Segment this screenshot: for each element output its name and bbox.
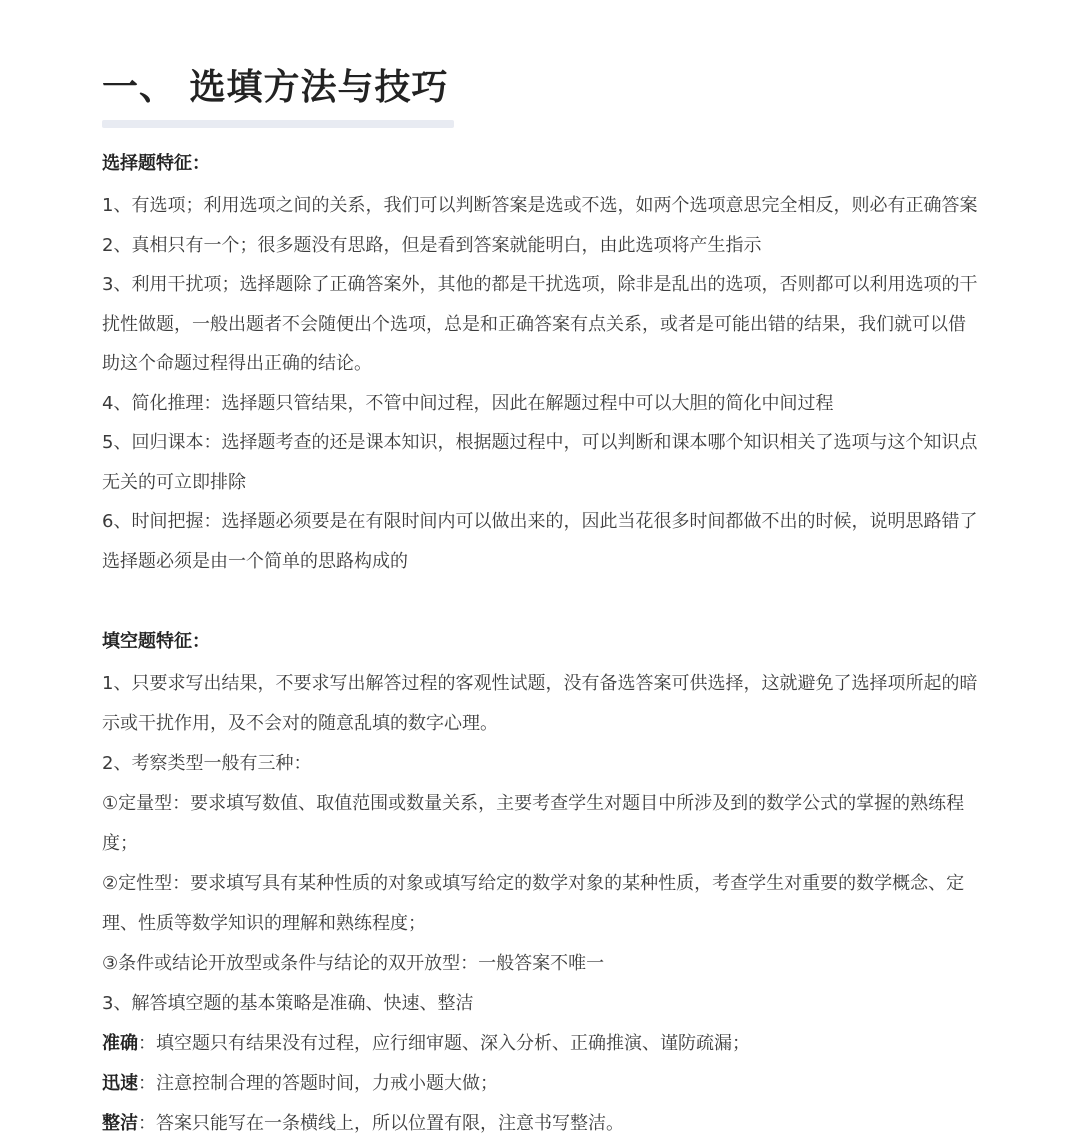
strategy-neatness-text: ：答案只能写在一条横线上，所以位置有限，注意书写整洁。 — [138, 1113, 624, 1134]
choice-section-heading: 选择题特征： — [102, 153, 210, 174]
fill-item-quantitative: ①定量型：要求填写数值、取值范围或数量关系，主要考查学生对题目中所涉及到的数学公式的掌握的熟练程度； — [102, 793, 965, 854]
choice-question-section — [102, 150, 982, 581]
page-title: 一、 选填方法与技巧 — [102, 67, 449, 108]
strategy-speed-text: ：注意控制合理的答题时间，力戒小题大做； — [138, 1073, 498, 1094]
choice-item-6: 6、时间把握：选择题必须要是在有限时间内可以做出来的，因此当花很多时间都做不出的时候，说明思路错了选择题必须是由一个简单的思路构成的 — [102, 511, 978, 572]
choice-item-3: 3、利用干扰项；选择题除了正确答案外，其他的都是干扰选项，除非是乱出的选项，否则都可以利用选项的干扰性做题，一般出题者不会随便出个选项，总是和正确答案有点关系，或者是可能出错的结果，我们就可以借助这个命题过程得出正确的结论。 — [102, 274, 978, 374]
strategy-speed — [102, 1064, 982, 1104]
choice-item-2: 2、真相只有一个；很多题没有思路，但是看到答案就能明白，由此选项将产生指示 — [102, 234, 762, 256]
fill-blank-section — [102, 628, 982, 1144]
choice-item-4: 4、简化推理：选择题只管结果，不管中间过程，因此在解题过程中可以大胆的简化中间过程 — [102, 392, 834, 414]
strategy-neatness — [102, 1104, 982, 1144]
fill-section-heading: 填空题特征： — [102, 631, 210, 652]
choice-item-1: 1、有选项；利用选项之间的关系，我们可以判断答案是选或不选，如两个选项意思完全相反，则必有正确答案 — [102, 195, 978, 216]
strategy-speed-label: 迅速 — [102, 1073, 138, 1094]
title-underline-bar — [102, 120, 454, 128]
strategy-accuracy — [102, 1024, 982, 1064]
strategy-accuracy-label: 准确 — [102, 1033, 138, 1054]
fill-item-qualitative: ②定性型：要求填写具有某种性质的对象或填写给定的数学对象的某种性质，考查学生对重要的数学概念、定理、性质等数学知识的理解和熟练程度； — [102, 873, 965, 934]
choice-item-5: 5、回归课本：选择题考查的还是课本知识，根据题过程中，可以判断和课本哪个知识相关了选项与这个知识点无关的可立即排除 — [102, 432, 978, 493]
strategy-accuracy-text: ：填空题只有结果没有过程，应行细审题、深入分析、正确推演、谨防疏漏； — [138, 1033, 750, 1054]
fill-item-1: 1、只要求写出结果，不要求写出解答过程的客观性试题，没有备选答案可供选择，这就避免了选择项所起的暗示或干扰作用，及不会对的随意乱填的数字心理。 — [102, 673, 978, 734]
strategy-neatness-label: 整洁 — [102, 1113, 138, 1134]
fill-item-3: 3、解答填空题的基本策略是准确、快速、整洁 — [102, 993, 474, 1014]
fill-item-open: ③条件或结论开放型或条件与结论的双开放型：一般答案不唯一 — [102, 953, 605, 974]
fill-item-2: 2、考察类型一般有三种： — [102, 753, 312, 774]
